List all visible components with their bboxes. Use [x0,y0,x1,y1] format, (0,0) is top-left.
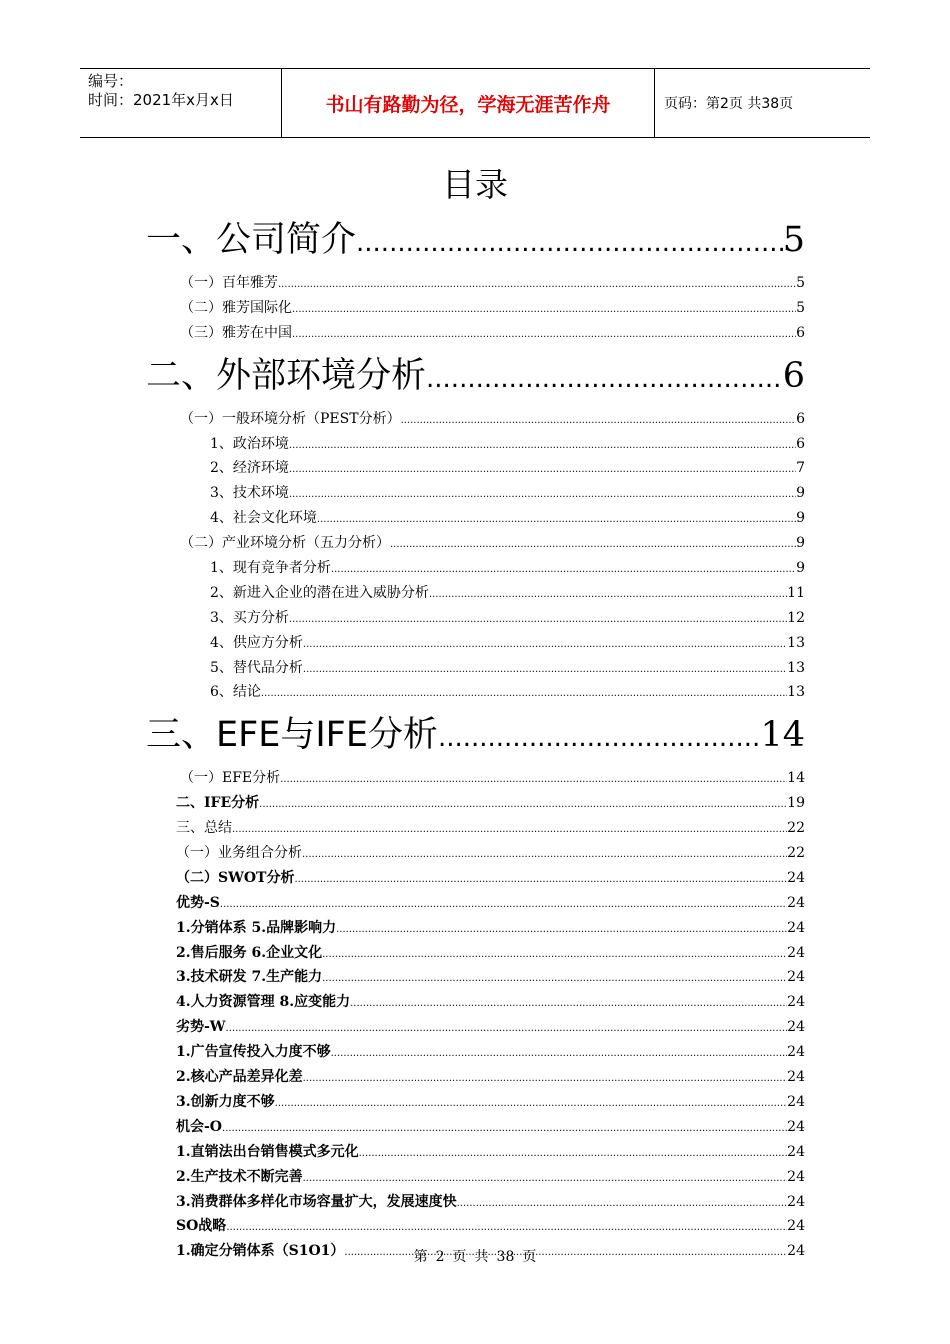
toc-entry[interactable]: 3、买方分析 ..... 12 [0,606,950,631]
toc-leader-dots [317,506,796,533]
toc-leader-dots [222,1115,787,1142]
table-of-contents [0,210,950,1264]
toc-entry[interactable]: 3.技术研发 7.生产能力 ..... 24 [0,965,950,990]
toc-entry[interactable]: 3.消费群体多样化市场容量扩大，发展速度快 ..... 24 [0,1190,950,1215]
toc-page-number: 7 [796,460,805,477]
toc-entry[interactable]: 5、替代品分析 ..... 13 [0,656,950,681]
toc-entry[interactable]: 二、IFE分析 ..... 19 [0,791,950,816]
toc-entry[interactable]: 2.核心产品差异化差 ..... 24 [0,1065,950,1090]
toc-leader-dots [261,680,787,707]
toc-leader-dots [350,990,787,1017]
toc-leader-dots [226,1214,787,1241]
toc-leader-dots [259,791,787,818]
toc-page-number: 6 [782,355,805,396]
toc-page-number: 19 [787,795,805,812]
toc-page-number: 9 [796,510,805,527]
toc-leader-dots [322,965,787,992]
toc-page-number: 24 [787,969,805,986]
toc-leader-dots [294,866,787,893]
toc-entry[interactable]: 3、技术环境 ..... 9 [0,481,950,506]
toc-entry[interactable]: 2、经济环境 ..... 7 [0,456,950,481]
toc-leader-dots [278,271,796,298]
header-page-info: 页码：第2页 共38页 [664,96,794,112]
toc-entry[interactable]: 2.售后服务 6.企业文化 ..... 24 [0,941,950,966]
toc-leader-dots [303,1165,788,1192]
toc-page-number: 12 [787,609,805,626]
toc-entry[interactable]: 1、现有竞争者分析 ..... 9 [0,556,950,581]
toc-leader-dots [359,1140,788,1167]
footer-total-word: 共 [474,1249,489,1265]
toc-page-number: 24 [787,1193,805,1210]
toc-entry[interactable]: 三、总结 ..... 22 [0,816,950,841]
toc-leader-dots [390,531,796,558]
document-number-label: 编号： [88,72,134,90]
toc-page-number: 5 [782,220,805,260]
toc-entry[interactable]: 1、政治环境 ..... 6 [0,432,950,457]
toc-leader-dots [322,941,787,968]
toc-leader-dots [232,816,787,843]
toc-leader-dots [289,481,796,508]
page-footer [0,1246,950,1266]
toc-leader-dots [303,656,787,683]
toc-leader-dots [303,631,787,658]
toc-leader-dots [302,841,787,868]
toc-page-number: 24 [787,1069,805,1086]
toc-page-number: 6 [796,410,805,427]
toc-leader-dots [303,1065,788,1092]
toc-entry[interactable]: （二）产业环境分析（五力分析） ..... 9 [0,531,950,556]
toc-page-number: 6 [796,435,805,452]
toc-entry[interactable]: 4、社会文化环境 ..... 9 [0,506,950,531]
toc-leader-dots [280,766,787,793]
toc-heading-efe-ife-analysis[interactable]: 三、EFE与IFE分析 ..... 14 [0,705,950,766]
toc-leader-dots [220,891,787,918]
toc-entry[interactable]: （三）雅芳在中国 ..... 6 [0,321,950,346]
toc-page-number: 11 [787,584,805,601]
toc-page-number: 24 [787,869,805,886]
toc-leader-dots [331,1040,788,1067]
toc-entry[interactable]: SO战略 ..... 24 [0,1214,950,1239]
toc-entry[interactable]: 优势-S ..... 24 [0,891,950,916]
toc-page-number: 13 [787,659,805,676]
footer-total-pages: 38 [496,1249,515,1265]
toc-page-number: 24 [787,919,805,936]
toc-page-number: 22 [787,820,805,837]
toc-page-number: 22 [787,845,805,862]
toc-page-number: 9 [796,485,805,502]
toc-page-number: 13 [787,634,805,651]
toc-page-number: 24 [787,1243,805,1260]
toc-page-number: 24 [787,894,805,911]
toc-leader-dots [289,432,796,459]
toc-page-number: 24 [787,944,805,961]
toc-entry[interactable]: 1.直销法出台销售模式多元化 ..... 24 [0,1140,950,1165]
toc-page-number: 14 [760,715,805,756]
toc-entry[interactable]: 1.分销体系 5.品牌影响力 ..... 24 [0,916,950,941]
toc-entry[interactable]: 2、新进入企业的潜在进入威胁分析 ..... 11 [0,581,950,606]
toc-heading-company-intro[interactable]: 一、公司简介 ..... 5 [0,210,950,271]
toc-leader-dots [336,916,787,943]
toc-page-number: 9 [796,535,805,552]
toc-entry[interactable]: 劣势-W ..... 24 [0,1015,950,1040]
toc-leader-dots [426,346,783,410]
toc-page-number: 5 [796,275,805,291]
toc-entry[interactable]: 6、结论 ..... 13 [0,680,950,705]
toc-leader-dots [275,1090,788,1117]
toc-leader-dots [429,581,787,608]
toc-entry[interactable]: （一）百年雅芳 ..... 5 [0,271,950,296]
toc-page-number: 5 [796,299,805,316]
toc-leader-dots [356,210,783,274]
toc-leader-dots [438,705,761,769]
toc-leader-dots [457,1190,788,1217]
toc-leader-dots [401,407,797,434]
toc-entry[interactable]: （二）SWOT分析 ..... 24 [0,866,950,891]
footer-suffix: 页 [522,1249,537,1265]
toc-leader-dots [226,1015,788,1042]
toc-page-number: 13 [787,684,805,701]
toc-entry[interactable]: 1.广告宣传投入力度不够 ..... 24 [0,1040,950,1065]
toc-page-number: 24 [787,994,805,1011]
header-motto: 书山有路勤为径，学海无涯苦作舟 [282,69,655,137]
toc-entry[interactable]: 1.确定分销体系（S1O1） ..... 24 [0,1239,950,1264]
toc-entry[interactable]: （一）一般环境分析（PEST分析） ..... 6 [0,407,950,432]
toc-leader-dots [331,556,796,583]
toc-entry[interactable]: 2.生产技术不断完善 ..... 24 [0,1165,950,1190]
toc-page-number: 24 [787,1143,805,1160]
document-time-label: 时间：2021年x月x日 [88,91,234,109]
header-meta [80,69,282,137]
footer-page-word: 页 [452,1249,467,1265]
toc-leader-dots [289,606,787,633]
page-header [80,68,870,138]
toc-entry[interactable]: （一）EFE分析 ..... 14 [0,766,950,791]
toc-page-number: 24 [787,1093,805,1110]
footer-current-page: 2 [435,1249,445,1265]
toc-page-number: 24 [787,1168,805,1185]
toc-page-number: 6 [796,324,805,341]
toc-page-number: 24 [787,1118,805,1135]
toc-entry[interactable]: 机会-O ..... 24 [0,1115,950,1140]
toc-entry[interactable]: （二）雅芳国际化 ..... 5 [0,296,950,321]
toc-leader-dots [292,296,796,323]
toc-page-number: 14 [787,770,805,787]
toc-page-number: 24 [787,1218,805,1235]
toc-page-number: 24 [787,1019,805,1036]
toc-entry[interactable]: 4.人力资源管理 8.应变能力 ..... 24 [0,990,950,1015]
toc-page-number: 24 [787,1044,805,1061]
toc-title: 目录 [442,165,508,204]
toc-heading-external-analysis[interactable]: 二、外部环境分析 ..... 6 [0,346,950,407]
toc-entry[interactable]: 4、供应方分析 ..... 13 [0,631,950,656]
footer-prefix: 第 [413,1249,428,1265]
toc-page-number: 9 [796,560,805,577]
toc-entry[interactable]: （一）业务组合分析 ..... 22 [0,841,950,866]
toc-leader-dots [289,456,796,483]
toc-entry[interactable]: 3.创新力度不够 ..... 24 [0,1090,950,1115]
toc-leader-dots [292,321,796,348]
